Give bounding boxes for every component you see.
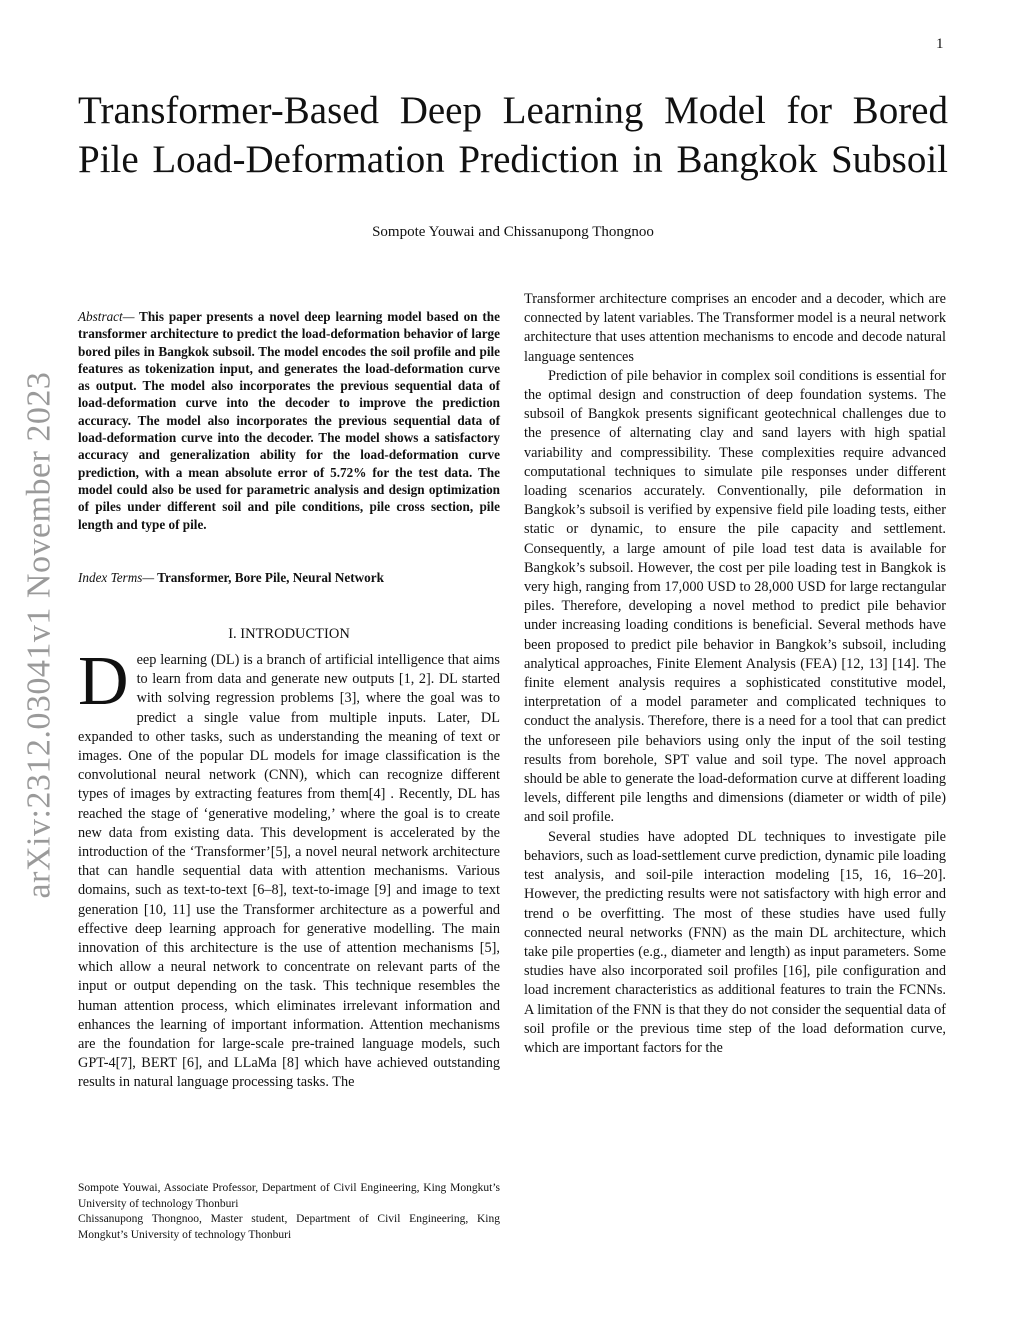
- index-terms-label: Index Terms—: [78, 570, 155, 585]
- intro-paragraph-1-text: eep learning (DL) is a branch of artificial intelligence that aims to learn from data and generate new outputs [1, 2]. DL started with solving regression problems [3], where the goal was to predict a single value from multiple inputs. Later, DL expanded to other tasks, such as understanding the meaning of text or images. One of the popular DL models for image classification is the convolutional neural network (CNN), which can recognize different types of images by extracting features from them[4] . Recently, DL has reached the stage of ‘generative modeling,’ where the goal is to create new data from existing data. This development is accelerated by the introduction of the ‘Transformer’[5], a novel neural network architecture that can handle sequential data with attention mechanisms. Various domains, such as text-to-text [6–8], text-to-image [9] and image to text generation [10, 11] use the Transformer architecture as a powerful and effective deep learning approach for generative modelling. The main innovation of this architecture is the use of attention mechanisms [5], which allow a neural network to concentrate on relevant parts of the input or output depending on the task. This technique resembles the human attention process, which eliminates irrelevant information and enhances the learning of important information. Attention mechanisms are the foundation for large-scale pre-trained language models, such GPT-4[7], BERT [6], and LLaMa [8] which have achieved outstanding results in natural language processing tasks. The: [78, 652, 500, 1091]
- intro-paragraph-3: Prediction of pile behavior in complex soil conditions is essential for the optimal design and construction of deep foundation systems. The subsoil of Bangkok presents significant geotechnical challenges due to the presence of alternating clay and sand layers with high spatial variability and compressibility. These complexities require advanced computational techniques to simulate pile responses under different loading scenarios accurately. Conventionally, pile deformation in Bangkok’s subsoil is verified by expensive field pile loading tests, either static or dynamic, to ensure the pile capacity and settlement. Consequently, a large amount of pile load test data is available for Bangkok’s subsoil. However, the cost per pile loading test in Bangkok is very high, ranging from 17,000 USD to 28,000 USD for large rectangular piles. Therefore, developing a novel method to predict pile behavior under increasing loading conditions is beneficial. Several methods have been proposed to predict pile behavior in Bangkok’s subsoil, including analytical approaches, Finite Element Analysis (FEA) [12, 13] [14]. The finite element analysis requires a sophisticated constitutive model, interpretation of a model parameter and complicated techniques to conduct the analysis. Therefore, there is a need for a tool that can predict the unforeseen pile behaviors using only the input of the soil testing results from borehole, SPT value and soil type. The novel approach should be able to generate the load-deformation curve at different loading levels, different pile lengths and dimensions (diameter or width of pile) and soil profile.: [524, 367, 946, 826]
- title-line-2: Pile Load-Deformation Prediction in Bangkok Subsoil: [78, 138, 948, 181]
- intro-left-column: [78, 643, 500, 1093]
- intro-paragraph-4: Several studies have adopted DL techniques to investigate pile behaviors, such as load-settlement curve prediction, dynamic pile loading test analysis, and soil-pile interaction modeling [15, 16, 16–20]. However, the predicting results were not satisfactory with high error and trend o be overfitting. The most of these studies have used fully connected neural networks (FNN) as the main DL architecture, which take pile properties (e.g., diameter and length) as input parameters. Some studies have also incorporated soil profiles [16], pile configuration and load increment characteristics as additional features to train the FCNNs. A limitation of the FNN is that they do not consider the sequential data of soil profile or the previous time step of the load deformation curve, which are important factors for the: [524, 828, 946, 1056]
- abstract-text: This paper presents a novel deep learning model based on the transformer architecture to predict the load-deformation behavior of large bored piles in Bangkok subsoil. The model encodes the soil profile and pile features as tokenization input, and generates the load-deformation curve as output. The model also incorporates the previous sequential data of load-deformation curve into the decoder to improve the prediction accuracy. The model also incorporates the previous sequential data of load-deformation curve into the decoder. The model shows a satisfactory accuracy and generalization ability for the load-deformation curve prediction, with a mean absolute error of 5.72% for the test data. The model could also be used for parametric analysis and design optimization of piles under different soil and pile conditions, pile cross section, pile length and type of pile.: [78, 309, 500, 532]
- section-heading-introduction: I. INTRODUCTION: [228, 626, 350, 642]
- arxiv-id: arXiv:2312.03041v1 November 2023: [20, 371, 57, 899]
- footnote-author-2: Chissanupong Thongnoo, Master student, Department of Civil Engineering, King Mongkut’s University of technology Thonburi: [78, 1213, 500, 1241]
- author-list: Sompote Youwai and Chissanupong Thongnoo: [372, 224, 654, 240]
- page-number: 1: [936, 36, 944, 52]
- intro-paragraph-1: [78, 643, 500, 1093]
- abstract: [78, 308, 500, 533]
- arxiv-watermark: [14, 340, 64, 930]
- intro-right-column: [524, 290, 946, 1058]
- footnote-author-1: Sompote Youwai, Associate Professor, Department of Civil Engineering, King Mongkut’s University of technology Thonburi: [78, 1182, 500, 1210]
- paper-title: [78, 86, 948, 184]
- index-terms-text: Transformer, Bore Pile, Neural Network: [154, 570, 384, 585]
- abstract-label: Abstract—: [78, 309, 135, 324]
- author-footnotes: [78, 1181, 500, 1243]
- index-terms: [78, 568, 500, 587]
- drop-cap: D: [78, 643, 129, 720]
- intro-paragraph-2: Transformer architecture comprises an encoder and a decoder, which are connected by latent variables. The Transformer model is a neural network architecture that uses attention mechanisms to encode and decode natural language sentences: [524, 291, 946, 365]
- title-line-1: Transformer-Based Deep Learning Model for Bored: [78, 89, 948, 132]
